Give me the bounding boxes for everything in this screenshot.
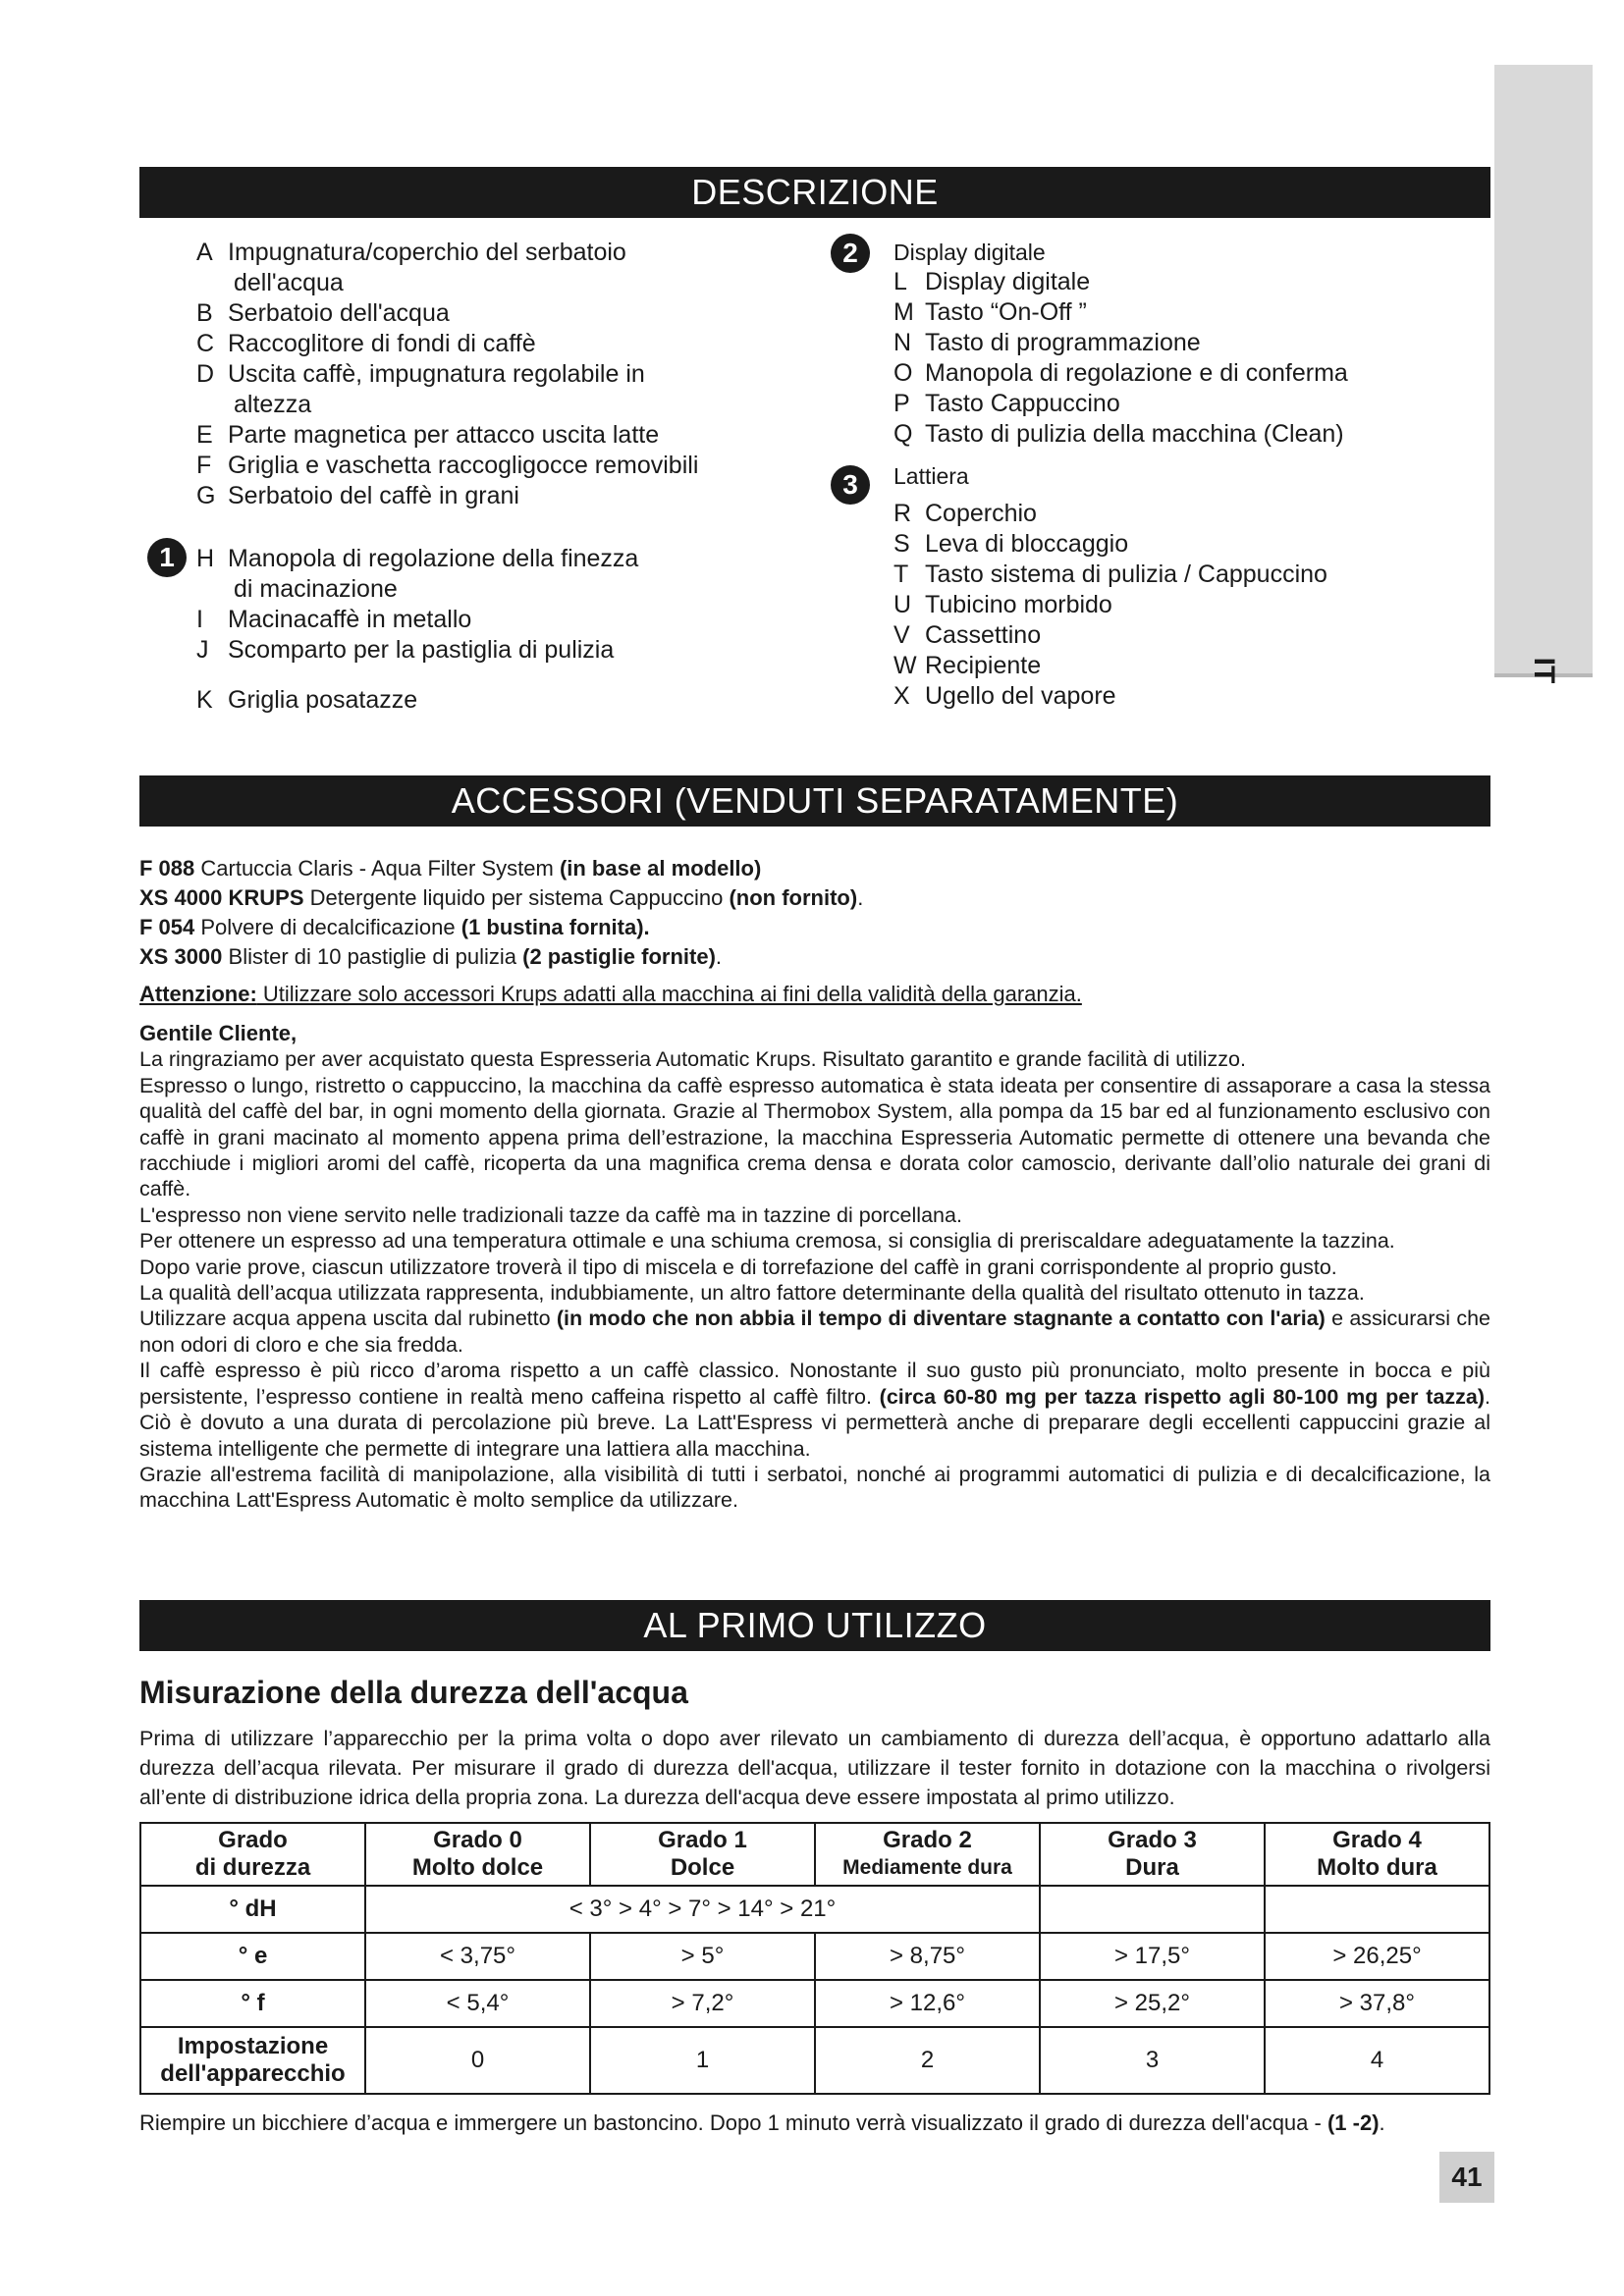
description-item [893,389,1483,419]
table-row-dh [140,1886,1489,1933]
item-label: dell'acqua [234,269,344,296]
intro-paragraph: Dopo varie prove, ciascun utilizzatore troverà il tipo di miscela e di torrefazione del caffè in grani corrispondente al proprio gusto. [139,1255,1337,1279]
description-item [196,605,785,635]
item-label: Tasto di pulizia della macchina (Clean) [925,420,1344,448]
item-label: di macinazione [234,575,398,603]
description-item [893,620,1483,651]
label-line: dell'apparecchio [160,2060,346,2087]
item-letter: D [196,360,215,388]
item-letter: L [893,268,907,295]
accessory-line [139,883,1490,913]
header-line: Molto dura [1317,1854,1437,1881]
text-run: . Ciò è dovuto a una durata di percolazione più breve. La Latt'Espress vi permetterà anche di preparare degli eccellenti cappuccini grazie al sistema intelligente che permette di integrare una lattiera alla macchina. [139,1384,1490,1461]
group-2-title: Display digitale [893,240,1046,265]
accessory-end: . [715,944,723,969]
item-label: altezza [234,391,312,418]
description-item [196,238,785,268]
item-letter: V [893,621,910,649]
text-run-bold: (in modo che non abbia il tempo di diventare stagnante a contatto con l'aria) [556,1307,1326,1331]
description-item [196,574,785,605]
table-cell: 2 [815,2027,1040,2094]
item-letter: O [893,359,913,387]
item-label: Uscita caffè, impugnatura regolabile in [228,360,645,388]
table-header-cell [1040,1823,1265,1886]
description-item [893,358,1483,389]
item-label: Scomparto per la pastiglia di pulizia [228,636,615,664]
footer-text: Riempire un bicchiere d’acqua e immergere un bastoncino. Dopo 1 minuto verrà visualizzato il grado di durezza dell'acqua - [139,2110,1327,2135]
description-item [196,298,785,329]
item-label: Tubicino morbido [925,591,1112,618]
intro-paragraph: Grazie all'estrema facilità di manipolazione, alla visibilità di tutti i serbatoi, nonché ai programmi automatici di pulizia e di decalcificazione, la macchina Latt'Espress Automatic è molto semplice da utilizzare. [139,1462,1490,1513]
description-item [893,499,1483,529]
intro-paragraph: Espresso o lungo, ristretto o cappuccino, la macchina da caffè espresso automatica è stata ideata per consentire di assaporare a casa la stessa qualità del caffè del bar, in ogni momento della giornata. Grazie al Thermobox System, alla pompa da 15 bar ed al funzionamento esclusivo con caffè in grani macinato al momento appena prima dell’estrazione, la macchina Espresseria Automatic permette di ottenere una bevanda che racchiude i migliori aromi del caffè, ricoperta da una magnifica crema densa e dorata color camoscio, derivante dall’olio naturale dei grani di caffè. [139,1073,1490,1201]
item-label: Serbatoio dell'acqua [228,299,450,327]
accessory-text: Cartuccia Claris - Aqua Filter System [194,856,560,881]
description-item [893,651,1483,681]
description-item [196,420,785,451]
header-line: Grado 3 [1108,1827,1197,1853]
description-item [893,328,1483,358]
description-item [893,590,1483,620]
item-label: Griglia posatazze [228,686,418,714]
accessory-note: (in base al modello) [559,856,762,881]
misurazione-text: Prima di utilizzare l’apparecchio per la prima volta o dopo aver rilevato un cambiamento di durezza dell’acqua, è opportuno adattarlo alla durezza dell’acqua rilevata. Per misurare il grado di durezza dell'acqua, utilizzare il tester fornito in dotazione con la macchina o rivolgersi all’ente di distribuzione idrica della propria zona. La durezza dell'acqua deve essere impostata al primo utilizzo. [139,1727,1490,1809]
description-item [893,419,1483,450]
language-tab [1494,65,1593,684]
table-cell: < 3,75° [365,1933,590,1980]
description-item [893,267,1483,297]
footer-ref: (1 -2) [1326,2110,1380,2135]
section-header-descrizione: DESCRIZIONE [139,167,1490,218]
text-run: Il caffè espresso è più ricco d’aroma rispetto a un caffè classico. Nonostante il suo gusto più pronunciato, molto presente in bocca e più persistente, l’espresso contiene in realtà meno caffeina rispetto al caffè filtro. [139,1359,1490,1409]
item-label: Tasto di programmazione [925,329,1201,356]
accessory-end: . [857,885,864,910]
text-run: Utilizzare acqua appena uscita dal rubinetto [139,1307,557,1331]
header-line: Grado 0 [433,1827,522,1853]
row-label: ° dH [140,1886,365,1933]
header-line: Grado [218,1827,288,1853]
description-list-left [196,238,785,511]
item-label: Parte magnetica per attacco uscita latte [228,421,660,449]
table-row-setting [140,2027,1489,2094]
item-letter: P [893,390,910,417]
intro-text [139,1021,1490,1514]
item-letter: G [196,482,216,509]
table-cell [1040,1886,1265,1933]
item-letter: B [196,299,213,327]
table-cell: 1 [590,2027,815,2094]
item-label: Cassettino [925,621,1042,649]
item-letter: A [196,239,213,266]
group-number-3: 3 [831,465,870,505]
description-item [893,681,1483,712]
accessory-line [139,854,1490,883]
item-label: Tasto sistema di pulizia / Cappuccino [925,561,1327,588]
row-label [140,2027,365,2094]
table-cell: > 17,5° [1040,1933,1265,1980]
item-letter: H [196,545,215,572]
header-line: Dura [1125,1854,1179,1881]
table-header-cell [140,1823,365,1886]
header-line: Grado 1 [658,1827,747,1853]
item-label: Serbatoio del caffè in grani [228,482,519,509]
footer-note [139,2110,1490,2136]
table-cell: > 7,2° [590,1980,815,2027]
label-line: Impostazione [177,2033,329,2059]
intro-paragraph: Per ottenere un espresso ad una temperatura ottimale e una schiuma cremosa, si consiglia di preriscaldare adeguatamente la tazzina. [139,1229,1395,1254]
header-line: Dolce [670,1854,735,1881]
table-cell: > 26,25° [1265,1933,1489,1980]
table-cell: 4 [1265,2027,1489,2094]
warning-text: Utilizzare solo accessori Krups adatti alla macchina ai fini della validità della garanzia. [256,982,1082,1006]
accessory-note: (2 pastiglie fornite) [522,944,716,969]
table-cell: > 12,6° [815,1980,1040,2027]
text-run-bold: (circa 60-80 mg per tazza rispetto agli 80-100 mg per tazza) [879,1384,1486,1409]
description-item [893,297,1483,328]
accessory-code: F 054 [139,915,195,939]
table-cell: > 37,8° [1265,1980,1489,2027]
item-letter: W [893,652,917,679]
group-number-2: 2 [831,234,870,273]
table-header-row [140,1823,1489,1886]
description-item [196,635,785,666]
intro-paragraph: La ringraziamo per aver acquistato questa Espresseria Automatic Krups. Risultato garantito e grande facilità di utilizzo. [139,1047,1246,1072]
item-label: Raccoglitore di fondi di caffè [228,330,536,357]
table-row-f [140,1980,1489,2027]
item-label: Manopola di regolazione della finezza [228,545,639,572]
item-label: Ugello del vapore [925,682,1116,710]
warning-label: Attenzione: [139,982,257,1006]
item-letter: Q [893,420,913,448]
section-header-primo-utilizzo: AL PRIMO UTILIZZO [139,1600,1490,1651]
description-item [196,359,785,390]
item-letter: C [196,330,215,357]
item-label: Manopola di regolazione e di conferma [925,359,1348,387]
accessory-note: (1 bustina fornita). [460,915,650,939]
description-item [196,544,785,574]
item-letter: U [893,591,912,618]
item-letter: T [893,561,909,588]
footer-end: . [1379,2110,1385,2135]
item-label: Griglia e vaschetta raccogligocce removibili [228,452,699,479]
group-1-list [196,544,785,716]
section-header-accessori: ACCESSORI (VENDUTI SEPARATAMENTE) [139,775,1490,827]
intro-paragraph [139,1358,1490,1462]
table-cell: > 5° [590,1933,815,1980]
item-letter: N [893,329,912,356]
item-letter: J [196,636,209,664]
dh-values-cell: < 3° > 4° > 7° > 14° > 21° [365,1886,1040,1933]
table-cell: 3 [1040,2027,1265,2094]
language-code: IT [1528,657,1560,684]
accessory-note: (non fornito) [729,885,858,910]
group-3-list [893,461,1483,712]
item-letter: F [196,452,212,479]
table-row-e [140,1933,1489,1980]
header-line: Grado 4 [1332,1827,1422,1853]
page-number: 41 [1439,2152,1494,2203]
intro-paragraph: La qualità dell’acqua utilizzata rappresenta, indubbiamente, un altro fattore determinante della qualità del risultato ottenuto in tazza. [139,1281,1365,1306]
item-letter: S [893,530,910,558]
item-label: Tasto “On-Off ” [925,298,1087,326]
item-label: Display digitale [925,268,1091,295]
item-label: Macinacaffè in metallo [228,606,472,633]
description-item [893,529,1483,560]
accessory-line [139,913,1490,942]
header-line: Grado 2 [883,1827,972,1853]
accessory-code: XS 3000 [139,944,223,969]
text-run: e assicurarsi che non odori di cloro e che sia fredda. [139,1307,1490,1357]
header-line: Mediamente dura [842,1856,1012,1879]
header-line: di durezza [194,1854,311,1881]
item-label: Recipiente [925,652,1042,679]
table-header-cell [815,1823,1040,1886]
item-letter: I [196,606,203,633]
warning-line [139,980,1490,1009]
header-line: Molto dolce [411,1854,544,1881]
table-cell [1265,1886,1489,1933]
item-letter: R [893,500,912,527]
accessory-text: Blister di 10 pastiglie di pulizia [222,944,523,969]
table-cell: > 25,2° [1040,1980,1265,2027]
group-3-title: Lattiera [893,463,969,489]
item-letter: X [893,682,910,710]
table-header-cell [365,1823,590,1886]
description-item [196,685,785,716]
item-label: Leva di bloccaggio [925,530,1129,558]
subsection-title: Misurazione della durezza dell'acqua [139,1675,688,1710]
accessory-code: XS 4000 KRUPS [139,885,304,910]
table-cell: 0 [365,2027,590,2094]
description-item [893,560,1483,590]
accessory-text: Detergente liquido per sistema Cappuccino [303,885,730,910]
table-header-cell [1265,1823,1489,1886]
description-item [196,268,785,298]
description-item [196,329,785,359]
description-item [196,481,785,511]
group-2-list [893,238,1483,450]
accessories-list [139,854,1490,1009]
intro-paragraph: L'espresso non viene servito nelle tradizionali tazze da caffè ma in tazzine di porcellana. [139,1202,962,1227]
hardness-table [139,1822,1490,2095]
item-letter: M [893,298,914,326]
accessory-text: Polvere di decalcificazione [194,915,461,939]
group-number-1: 1 [147,538,187,577]
description-item [196,390,785,420]
table-header-cell [590,1823,815,1886]
item-letter: E [196,421,213,449]
item-label: Impugnatura/coperchio del serbatoio [228,239,626,266]
description-item [196,451,785,481]
row-label: ° f [140,1980,365,2027]
table-cell: < 5,4° [365,1980,590,2027]
greeting: Gentile Cliente, [139,1021,298,1045]
item-label: Tasto Cappuccino [925,390,1120,417]
row-label: ° e [140,1933,365,1980]
accessory-line [139,942,1490,972]
item-label: Coperchio [925,500,1037,527]
item-letter: K [196,686,213,714]
table-cell: > 8,75° [815,1933,1040,1980]
accessory-code: F 088 [139,856,195,881]
intro-paragraph [139,1306,1490,1358]
